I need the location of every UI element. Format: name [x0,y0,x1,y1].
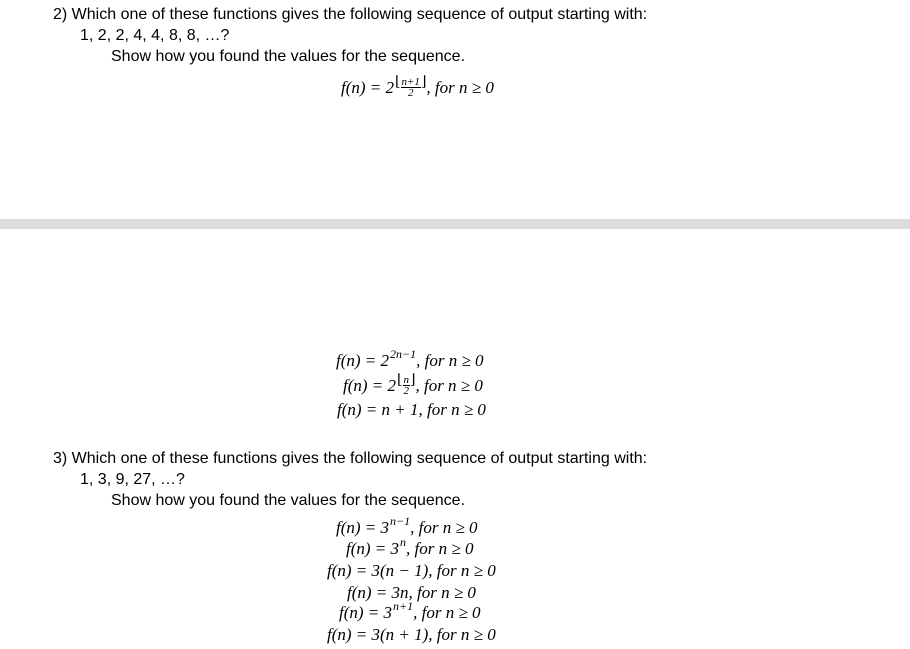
q3-option-a-rhs: , for n ≥ 0 [410,518,478,537]
q2-option-b [336,347,484,373]
q2-option-a [341,77,494,106]
q2-option-a-rhs: , for n ≥ 0 [426,78,494,97]
q3-prompt: 3) Which one of these functions gives the following sequence of output starting with: [53,450,648,467]
q2-option-c-lhs: f(n) = 2 [343,376,397,395]
q2-instruction: Show how you found the values for the sequence. [111,48,466,65]
q2-option-c-exp-den: 2 [403,385,409,397]
q3-option-b [346,535,474,561]
q3-sequence: 1, 3, 9, 27, …? [80,471,185,488]
q3-option-a-exponent: n−1 [390,514,411,528]
q3-option-e-rhs: , for n ≥ 0 [413,603,481,622]
q3-option-e-exponent: n+1 [393,599,414,613]
q3-option-d: f(n) = 3n, for n ≥ 0 [347,583,476,602]
q2-option-c-exp-num: n [403,374,409,386]
q2-option-b-rhs: , for n ≥ 0 [416,351,484,370]
page-divider [0,219,910,229]
q2-option-b-exponent: 2n−1 [390,347,417,361]
q3-option-e [339,599,481,625]
q3-option-b-rhs: , for n ≥ 0 [406,539,474,558]
q2-option-a-exponent: ⌊ $\frac{n+1}{2}$ ⌋ [395,75,427,99]
q2-option-d: f(n) = n + 1, for n ≥ 0 [337,400,486,419]
q2-option-a-exp-num: n+1 [401,76,420,88]
q3-instruction: Show how you found the values for the sequence. [111,492,466,509]
q3-option-e-lhs: f(n) = 3 [339,603,393,622]
q2-option-a-lhs: f(n) = 2 [341,78,395,97]
q3-option-f: f(n) = 3(n + 1), for n ≥ 0 [327,625,496,644]
q2-option-a-exp-den: 2 [401,87,421,98]
q3-option-c: f(n) = 3(n − 1), for n ≥ 0 [327,561,496,580]
q2-option-c-rhs: , for n ≥ 0 [415,376,483,395]
q2-prompt: 2) Which one of these functions gives the following sequence of output starting with: [53,6,648,23]
q3-option-b-lhs: f(n) = 3 [346,539,400,558]
q3-option-a-lhs: f(n) = 3 [336,518,390,537]
q3-option-b-exponent: n [400,535,407,549]
q2-sequence: 1, 2, 2, 4, 4, 8, 8, …? [80,27,230,44]
q2-option-b-lhs: f(n) = 2 [336,351,390,370]
q3-option-a [336,514,478,540]
q2-option-c-exponent: ⌊ $\frac{n}{2}$ ⌋ [397,373,416,397]
